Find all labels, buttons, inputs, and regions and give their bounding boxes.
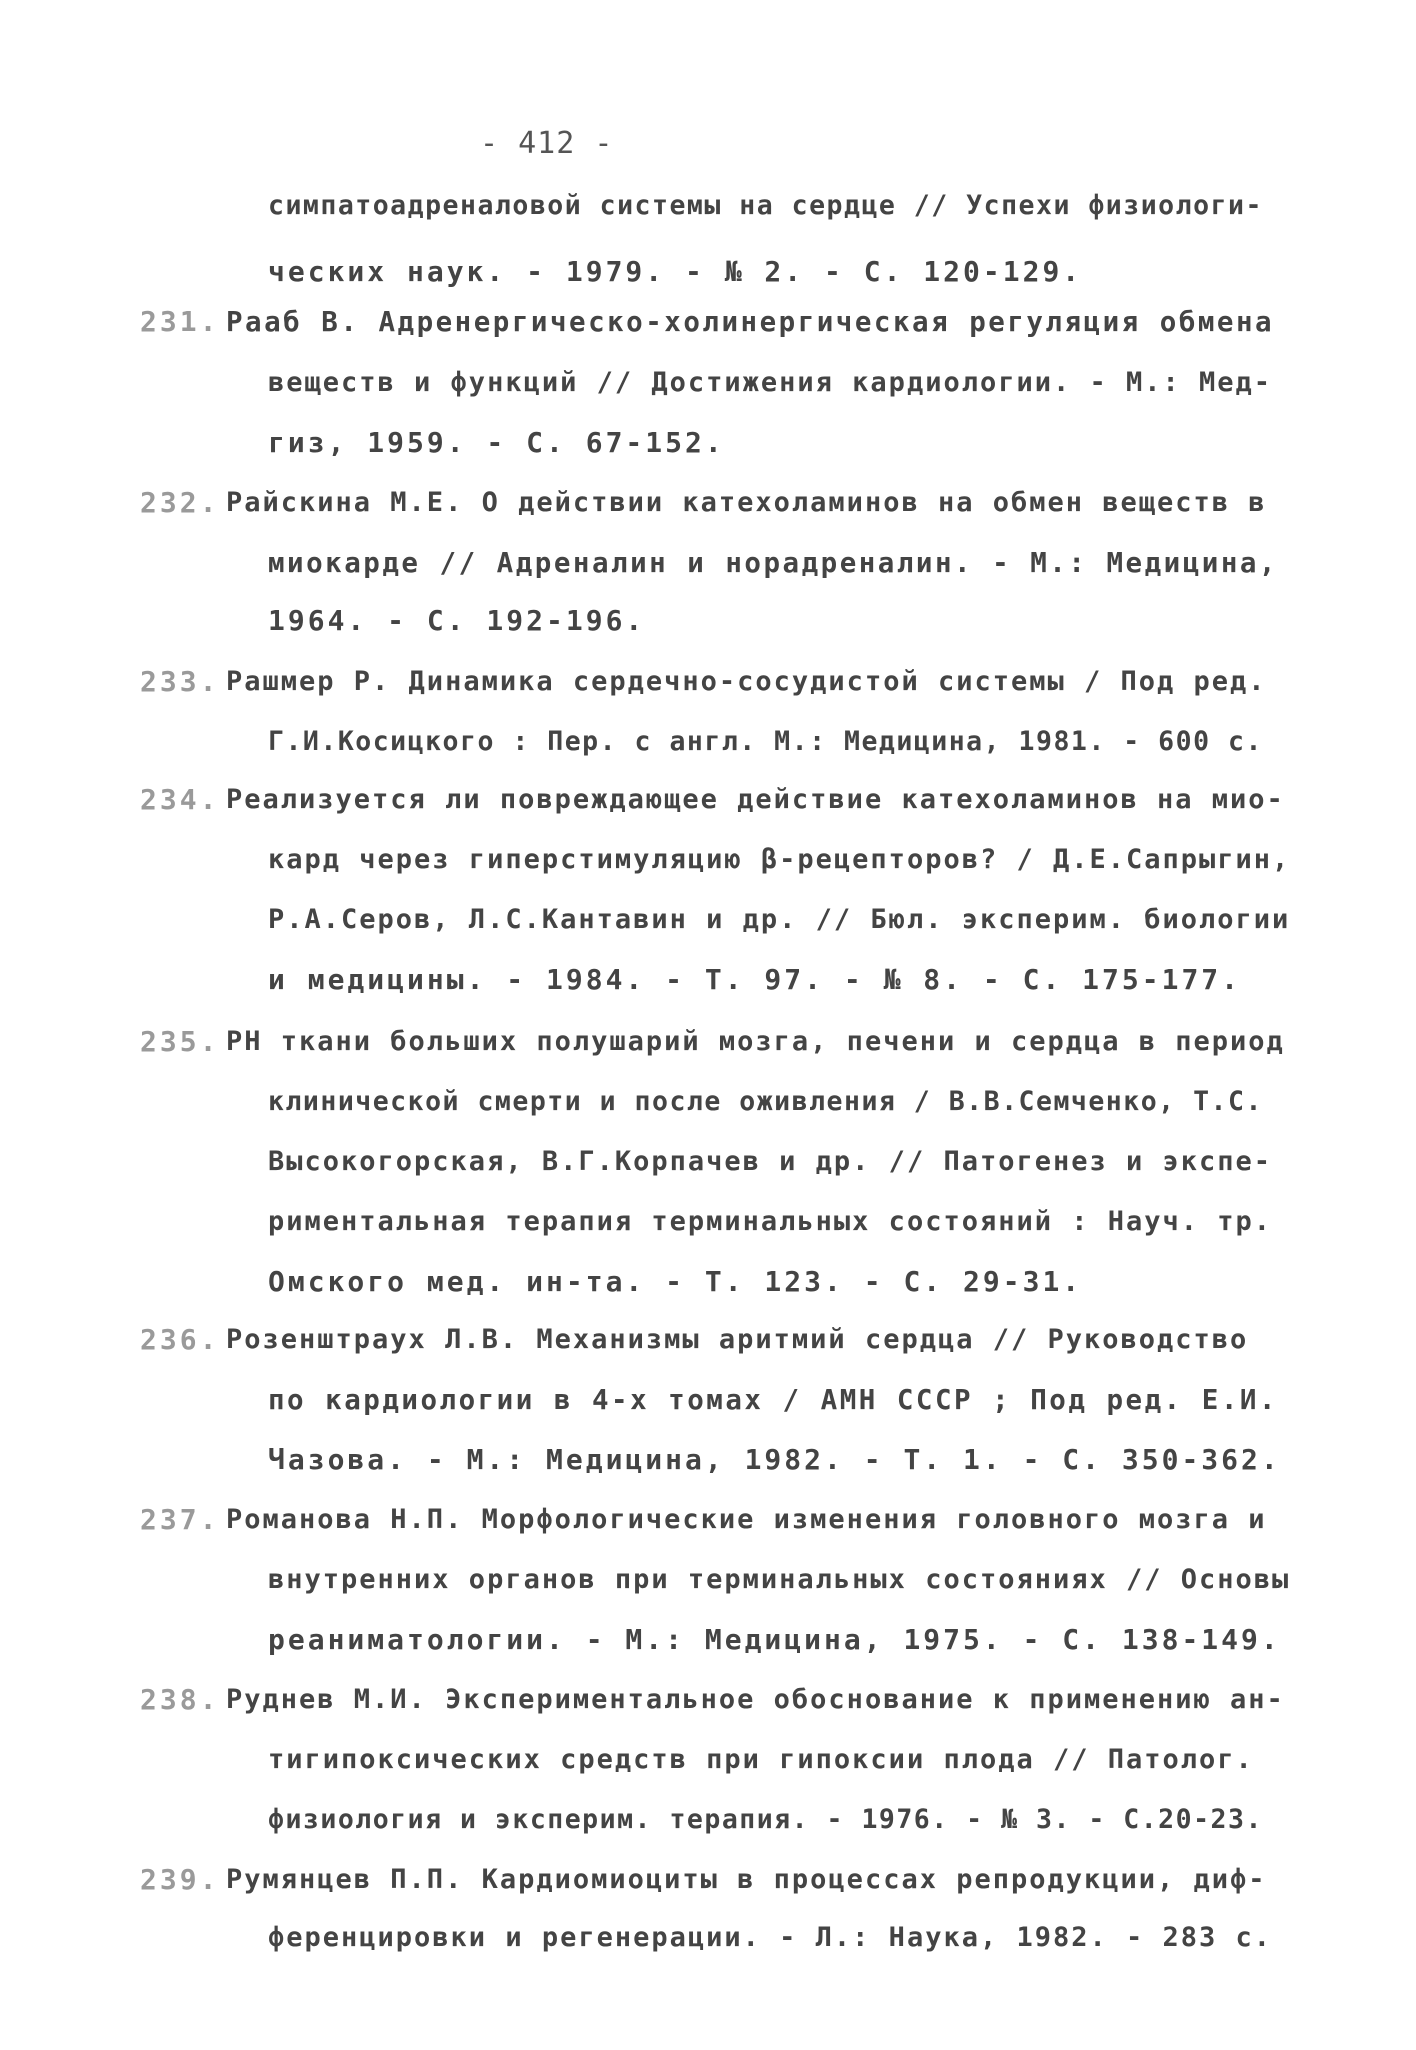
reference-line: риментальная терапия терминальных состояний : Науч. тр. [268, 1206, 1273, 1237]
reference-line: миокарде // Адреналин и норадреналин. - М.: Медицина, [268, 547, 1278, 579]
reference-line: 1964. - С. 192-196. [268, 604, 646, 637]
reference-line: физиология и эксперим. терапия. - 1976. - № 3. - С.20-23. [268, 1804, 1263, 1835]
reference-line: Высокогорская, В.Г.Корпачев и др. // Патогенез и экспе- [268, 1146, 1273, 1177]
reference-line: РН ткани больших полушарий мозга, печени и сердца в период [226, 1026, 1285, 1057]
reference-line: веществ и функций // Достижения кардиологии. - М.: Мед- [268, 367, 1273, 398]
reference-line: внутренних органов при терминальных состояниях // Основы [268, 1564, 1291, 1595]
reference-line: Реализуется ли повреждающее действие катехоламинов на мио- [226, 784, 1285, 815]
page-number: - 412 - [480, 126, 614, 161]
reference-number: 237. [140, 1503, 220, 1536]
reference-line: Райскина М.Е. О действии катехоламинов на обмен веществ в [226, 487, 1267, 518]
reference-number: 239. [140, 1863, 220, 1896]
reference-line: симпатоадреналовой системы на сердце // Успехи физиологи- [268, 190, 1263, 221]
reference-line: Розенштраух Л.В. Механизмы аритмий сердца // Руководство [226, 1324, 1249, 1355]
reference-number: 236. [140, 1323, 220, 1356]
reference-number: 233. [140, 665, 220, 698]
reference-line: тигипоксических средств при гипоксии плода // Патолог. [268, 1744, 1254, 1775]
reference-line: Рашмер Р. Динамика сердечно-сосудистой системы / Под ред. [226, 666, 1267, 697]
reference-line: ческих наук. - 1979. - № 2. - С. 120-129. [268, 255, 1083, 288]
reference-line: Омского мед. ин-та. - Т. 123. - С. 29-31. [268, 1265, 1083, 1298]
reference-number: 231. [140, 305, 220, 338]
reference-number: 232. [140, 486, 220, 519]
reference-line: по кардиологии в 4-х томах / АМН СССР ; Под ред. Е.И. [268, 1384, 1278, 1416]
reference-line: Чазова. - М.: Медицина, 1982. - Т. 1. - С. 350-362. [268, 1443, 1281, 1476]
reference-line: и медицины. - 1984. - Т. 97. - № 8. - С. 175-177. [268, 963, 1242, 996]
reference-line: гиз, 1959. - С. 67-152. [268, 426, 725, 459]
reference-line: ференцировки и регенерации. - Л.: Наука, 1982. - 283 с. [268, 1922, 1273, 1953]
reference-line: Р.А.Серов, Л.С.Кантавин и др. // Бюл. эксперим. биологии [268, 904, 1291, 935]
reference-line: Г.И.Косицкого : Пер. с англ. М.: Медицина, 1981. - 600 с. [268, 726, 1263, 757]
reference-line: кард через гиперстимуляцию β-рецепторов? / Д.Е.Сапрыгин, [268, 844, 1291, 875]
reference-line: Румянцев П.П. Кардиомиоциты в процессах репродукции, диф- [226, 1864, 1267, 1895]
reference-line: Романова Н.П. Морфологические изменения головного мозга и [226, 1504, 1267, 1535]
reference-number: 235. [140, 1025, 220, 1058]
reference-line: клинической смерти и после оживления / В.В.Семченко, Т.С. [268, 1086, 1263, 1117]
reference-line: Рааб В. Адренергическо-холинергическая регуляция обмена [226, 306, 1275, 338]
reference-line: реаниматологии. - М.: Медицина, 1975. - С. 138-149. [268, 1623, 1281, 1656]
reference-number: 234. [140, 783, 220, 816]
reference-number: 238. [140, 1683, 220, 1716]
reference-line: Руднев М.И. Экспериментальное обоснование к применению ан- [226, 1684, 1285, 1715]
